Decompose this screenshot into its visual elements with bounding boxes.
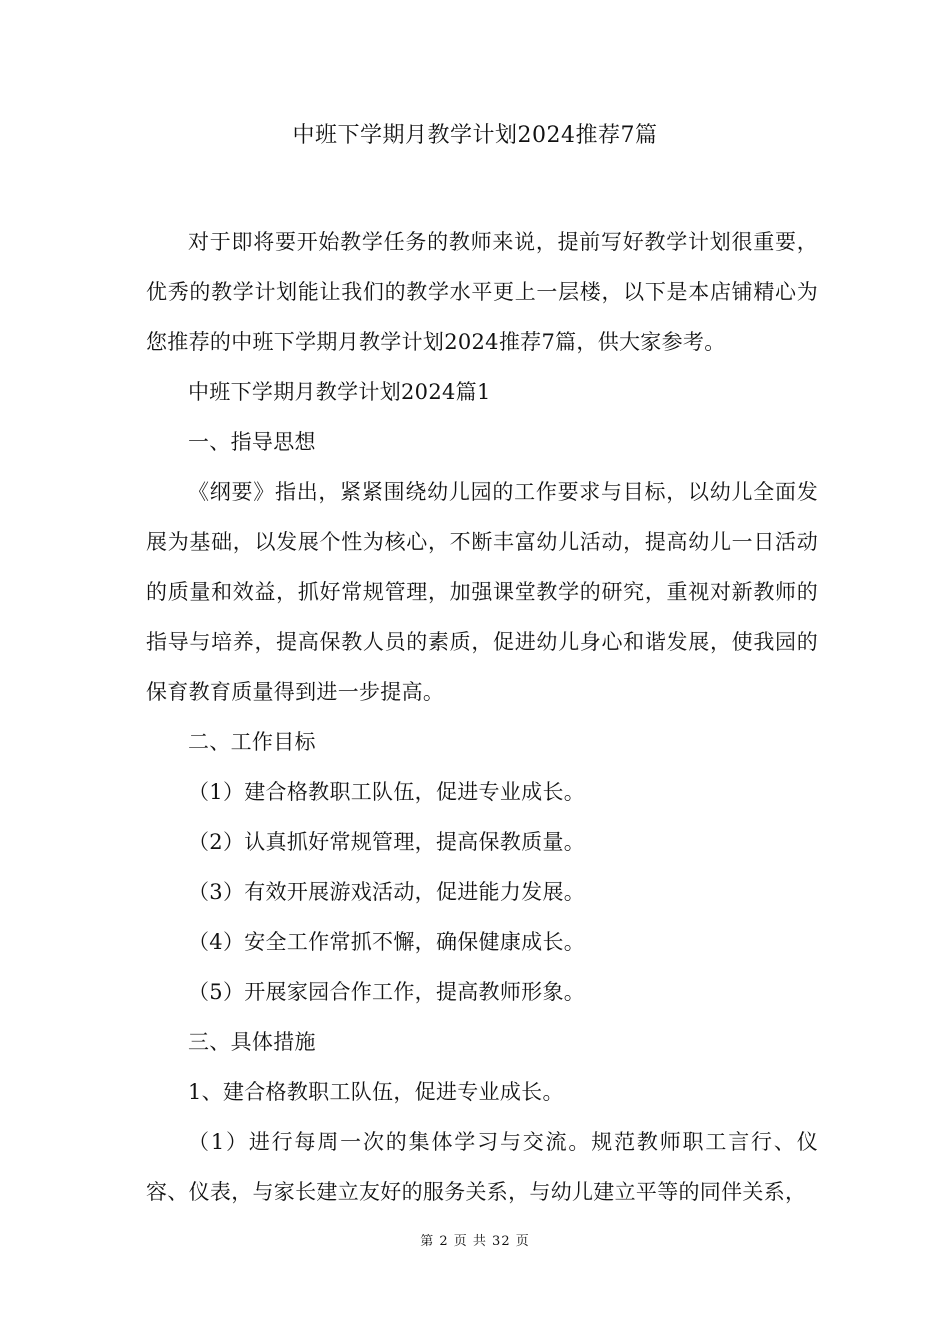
- section-heading-plan-1: 中班下学期月教学计划2024篇1: [188, 380, 491, 404]
- goal-item-5: （5）开展家园合作工作，提高教师形象。: [188, 980, 586, 1004]
- guiding-ideology-paragraph: 《纲要》指出，紧紧围绕幼儿园的工作要求与目标，以幼儿全面发展为基础，以发展个性为核心，不断丰富幼儿活动，提高幼儿一日活动的质量和效益，抓好常规管理，加强课堂教学的研究，重视对新教师的指导与培养，提高保教人员的素质，促进幼儿身心和谐发展，使我园的保育教育质量得到进一步提高。: [146, 480, 818, 704]
- goal-item-3: （3）有效开展游戏活动，促进能力发展。: [188, 880, 586, 904]
- goal-item-2: （2）认真抓好常规管理，提高保教质量。: [188, 830, 586, 854]
- measure-heading-1: 1、建合格教职工队伍，促进专业成长。: [188, 1080, 564, 1104]
- goal-item-4: （4）安全工作常抓不懈，确保健康成长。: [188, 930, 586, 954]
- document-body: [146, 217, 818, 1217]
- document-title: 中班下学期月教学计划2024推荐7篇: [292, 123, 658, 148]
- heading-work-goals: 二、工作目标: [188, 730, 316, 754]
- page-footer: 第 2 页 共 32 页: [420, 1234, 530, 1249]
- measure-paragraph-1: （1）进行每周一次的集体学习与交流。规范教师职工言行、仪容、仪表，与家长建立友好的服务关系，与幼儿建立平等的同伴关系，: [146, 1130, 818, 1204]
- goal-item-1: （1）建合格教职工队伍，促进专业成长。: [188, 780, 586, 804]
- heading-guiding-ideology: 一、指导思想: [188, 430, 316, 454]
- heading-specific-measures: 三、具体措施: [188, 1030, 316, 1054]
- intro-paragraph: 对于即将要开始教学任务的教师来说，提前写好教学计划很重要，优秀的教学计划能让我们的教学水平更上一层楼，以下是本店铺精心为您推荐的中班下学期月教学计划2024推荐7篇，供大家参考。: [146, 230, 818, 354]
